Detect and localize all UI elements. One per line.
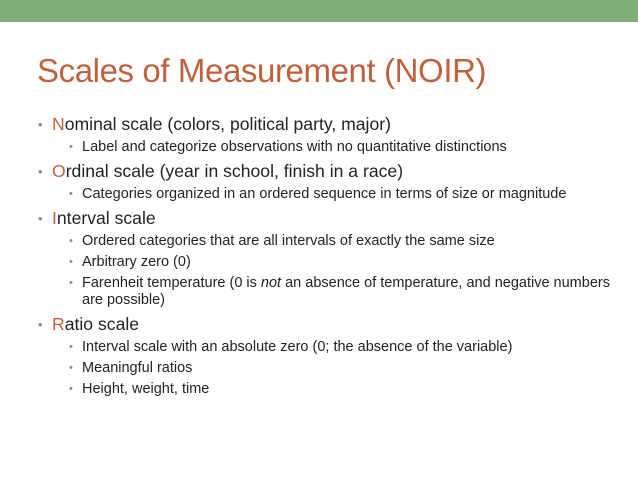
sub-bullet <box>69 186 618 203</box>
slide-title: Scales of Measurement (NOIR) <box>37 52 487 89</box>
sub-bullet-text: Meaningful ratios <box>82 360 193 376</box>
bullet-initial: I <box>52 208 57 228</box>
sub-bullet <box>69 339 618 356</box>
sub-bullet <box>69 381 618 398</box>
bullet-text: ominal scale (colors, political party, major) <box>64 114 391 134</box>
sub-bullet-dot: • <box>69 141 73 153</box>
bullet-list <box>38 114 618 398</box>
sub-bullet-list <box>52 339 618 398</box>
bullet-ordinal <box>38 161 618 203</box>
bullet-text: atio scale <box>64 314 140 334</box>
sub-bullet-dot: • <box>69 188 73 200</box>
bullet-ratio <box>38 314 618 398</box>
sub-bullet-dot: • <box>69 256 73 268</box>
header-accent-bar <box>0 0 638 22</box>
bullet-dot: • <box>38 117 43 132</box>
bullet-initial: N <box>52 114 65 134</box>
sub-bullet-text: Interval scale with an absolute zero (0; the absence of the variable) <box>82 339 513 355</box>
bullet-dot: • <box>38 164 43 179</box>
sub-bullet <box>69 233 618 250</box>
bullet-text: nterval scale <box>56 208 156 228</box>
bullet-dot: • <box>38 211 43 226</box>
bullet-initial: O <box>52 161 66 181</box>
sub-bullet-text: Arbitrary zero (0) <box>82 254 191 270</box>
sub-bullet-list <box>52 186 618 203</box>
sub-bullet <box>69 254 618 271</box>
sub-bullet-dot: • <box>69 277 73 289</box>
sub-bullet-text: Height, weight, time <box>82 381 210 397</box>
sub-bullet-dot: • <box>69 383 73 395</box>
sub-bullet-text-after: an absence of temperature, and negative numbers are possible) <box>82 275 610 308</box>
sub-bullet-list <box>52 139 618 156</box>
sub-bullet-text-before: Farenheit temperature (0 is <box>82 275 261 291</box>
sub-bullet <box>69 275 618 309</box>
sub-bullet-text: Label and categorize observations with no quantitative distinctions <box>82 139 507 155</box>
sub-bullet <box>69 139 618 156</box>
bullet-initial: R <box>52 314 65 334</box>
bullet-dot: • <box>38 317 43 332</box>
sub-bullet-dot: • <box>69 341 73 353</box>
emphasized-word: not <box>260 275 282 291</box>
sub-bullet-text: Ordered categories that are all intervals of exactly the same size <box>82 233 495 249</box>
sub-bullet-list <box>52 233 618 309</box>
sub-bullet-dot: • <box>69 362 73 374</box>
bullet-text: rdinal scale (year in school, finish in a race) <box>65 161 404 181</box>
sub-bullet <box>69 360 618 377</box>
bullet-interval <box>38 208 618 309</box>
sub-bullet-dot: • <box>69 235 73 247</box>
bullet-nominal <box>38 114 618 156</box>
sub-bullet-text: Categories organized in an ordered sequence in terms of size or magnitude <box>82 186 567 202</box>
